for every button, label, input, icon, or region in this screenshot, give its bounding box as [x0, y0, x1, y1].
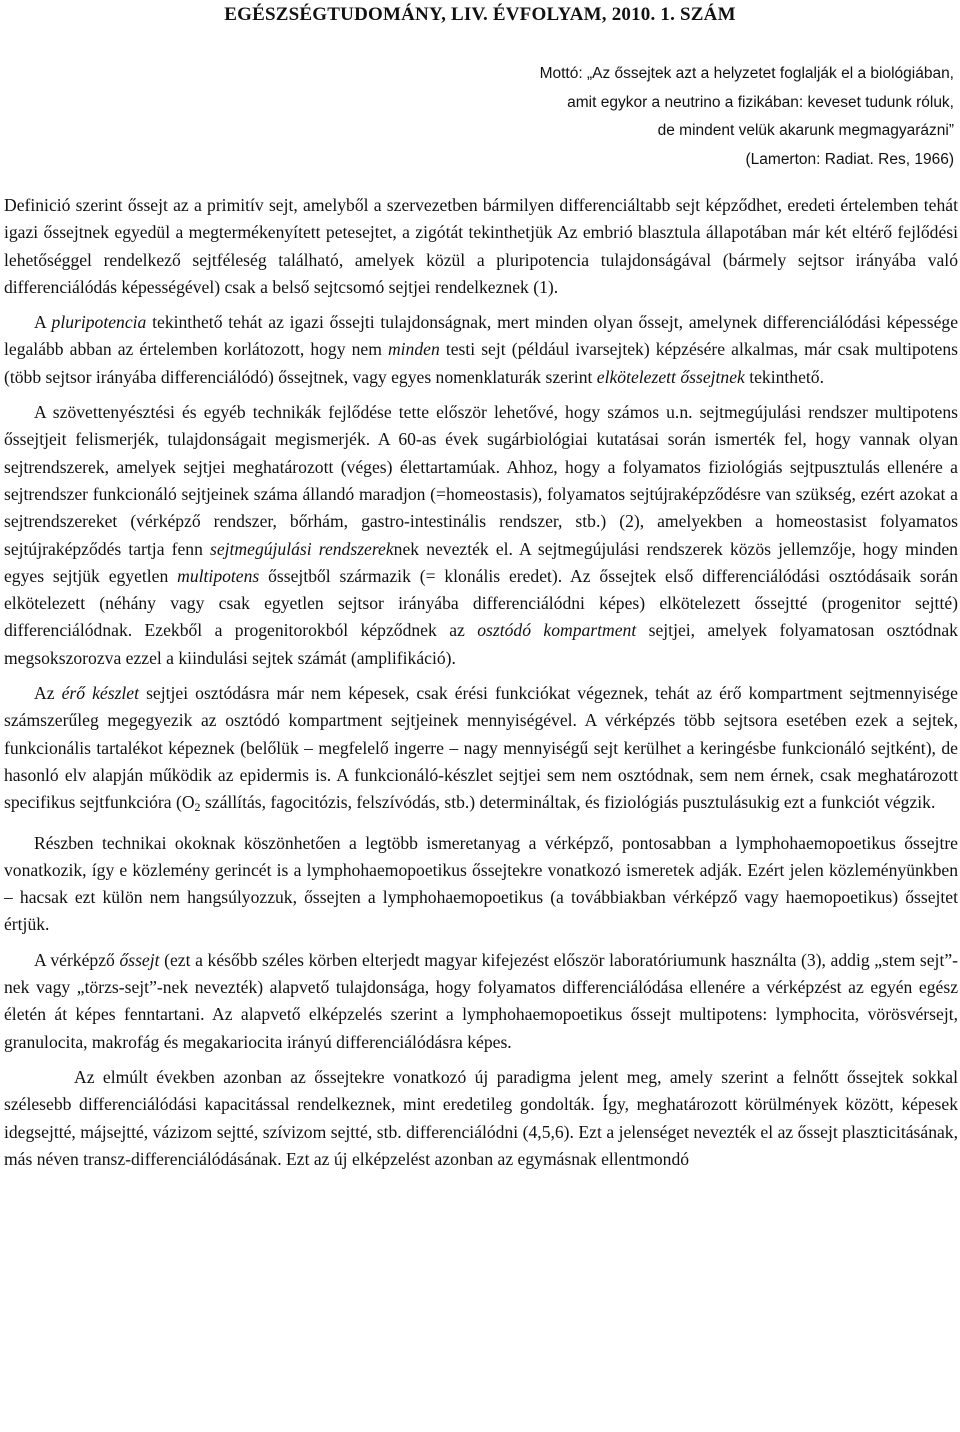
italic-term: multipotens — [177, 565, 260, 586]
text-span: nek nevezték el. A sejtmegújulási rendszerek közös jellemzője, hogy minden egyes sejtjük egyetlen — [4, 538, 958, 586]
text-span: A szövettenyésztési és egyéb technikák fejlődése tette először lehetővé, hogy számos u.n. sejtmegújulási rendszer multipotens őssejtjeit felismerjék, tulajdonságait megismerjék. A 60-as évek sugárbiológiai kutatásai során ismerték fel, hogy vannak olyan sejtrendszerek, amelyek sejtjei meghatározott (véges) élettartamúak. Ahhoz, hogy a folyamatos fiziológiás sejtpusztulás ellenére a sejtrendszer funkcionáló sejtjeinek száma állandó maradjon (=homeostasis), folyamatos sejtújraképződésre van szükség, ezért azokat a sejtrendszereket (vérképző rendszer, bőrhám, gastro-intestinális rendszer, stb.) (2), amelyekben a homeostasist folyamatos sejtújraképződés tartja fenn — [4, 402, 958, 559]
text-span: tekinthető tehát az igazi őssejti tulajdonságnak, mert minden olyan őssejt, amelynek differenciálódási képessége legalább abban az értelemben korlátozott, hogy nem — [4, 312, 958, 360]
italic-term: pluripotencia — [51, 312, 147, 333]
text-span: A — [34, 312, 52, 333]
paragraph-plasticity: Az elmúlt években azonban az őssejtekre vonatkozó új paradigma jelent meg, amely szerint a felnőtt őssejtek sokkal szélesebb differenciálódási kapacitással rendelkeznek, mint eredetileg gondolták. Így, meghatározott körülmények között, képesek idegsejtté, májsejtté, vázizom sejtté, szívizom sejtté, stb. differenciálódni (4,5,6). Ezt a jelenséget nevezték el az őssejt plaszticitásának, más néven transz-differenciálódásának. Ezt az új elképzelést azonban az egymásnak ellentmondó — [4, 1066, 958, 1169]
paragraph-maturing-pool — [4, 680, 958, 821]
motto-attribution: (Lamerton: Radiat. Res, 1966) — [745, 150, 954, 168]
text-span: Az — [34, 683, 62, 704]
article-body — [4, 192, 958, 1173]
text-span: tekinthető. — [744, 366, 824, 387]
italic-term: érő készlet — [61, 683, 140, 704]
text-span: szállítás, fagocitózis, felszívódás, stb.) determináltak, és fiziológiás pusztulásukig ezt a funkciót végzik. — [200, 792, 936, 813]
text-span: (ezt a később széles körben elterjedt magyar kifejezést először laboratóriumunk használta (3), addig „stem sejt”-nek vagy „törzs-sejt”-nek nevezték) alapvető tulajdonsága, hogy folyamatos differenciálódása ellenére a vérképzést az egyén egész életén át képes fenntartani. Az alapvető elképzelés szerint a lymphohaemopoetikus őssejt multipotens: lymphocita, vörösvérsejt, granulocita, makrofág és megakariocita irányú differenciálódásra képes. — [4, 949, 958, 1052]
text-span: sejtjei osztódásra már nem képesek, csak érési funkciókat végeznek, tehát az érő kompartment sejtmennyisége számszerűleg megegyezik az osztódó kompartment sejtjeinek mennyiségével. A vérképzés több sejtsora esetében ezek a sejtek, funkcionális tartalékot képeznek (belőlük – megfelelő ingerre – nagy mennyiségű sejt kerülhet a keringésbe funkcionáló sejtként), de hasonló elv alapján működik az epidermis is. A funkcionáló-készlet sejtjei sem nem osztódnak, sem nem érnek, csak meghatározott specifikus sejtfunkcióra (O — [4, 683, 958, 813]
text-span: testi sejt (például ivarsejtek) képzésére alkalmas, már csak multipotens (több sejtsor irányába differenciálódó) őssejtnek, vagy egyes nomenklaturák szerint — [4, 339, 958, 387]
journal-header: EGÉSZSÉGTUDOMÁNY, LIV. ÉVFOLYAM, 2010. 1. SZÁM — [224, 4, 736, 25]
italic-term: őssejt — [119, 949, 160, 970]
motto-block — [394, 60, 954, 174]
italic-term: sejtmegújulási rendszerek — [210, 538, 394, 559]
motto-line: de mindent velük akarunk megmagyarázni” — [657, 122, 954, 139]
paragraph-haematopoietic-stem-cell — [4, 947, 958, 1056]
motto-line: amit egykor a neutrino a fizikában: keveset tudunk róluk, — [567, 93, 954, 111]
text-span: őssejtből származik (= klonális eredet). Az őssejtek első differenciálódási osztódásaik során elkötelezett (néhány vagy csak egyetlen sejtsor irányába differenciálódni képes) elkötelezett őssejtté (progenitor sejtté) differenciálódnak. Ezekből a progenitorokból képződnek az — [4, 565, 958, 641]
motto-line: Mottó: „Az őssejtek azt a helyzetet foglalják el a biológiában, — [539, 65, 954, 82]
text-span: sejtjei, amelyek folyamatosan osztódnak megsokszorozva ezzel a kiindulási sejtek számát (amplifikáció). — [4, 620, 958, 668]
text-span: A vérképző — [34, 949, 120, 970]
italic-term: osztódó kompartment — [477, 620, 637, 641]
italic-term: elkötelezett őssejtnek — [596, 366, 745, 387]
paragraph-cell-renewal — [4, 399, 958, 672]
italic-term: minden — [387, 339, 440, 360]
subscript: 2 — [194, 800, 201, 815]
paragraph-pluripotency — [4, 309, 958, 391]
paragraph-technical-reasons: Részben technikai okoknak köszönhetően a legtöbb ismeretanyag a vérképző, pontosabban a lymphohaemopoetikus őssejtre vonatkozik, így e közlemény gerincét is a lymphohaemopoetikus őssejtekre vonatkozó ismeretek adják. Ezért jelen közleményünkben – hacsak ezt külön nem hangsúlyozzuk, őssejten a lymphohaemopoetikus (a továbbiakban vérképző vagy haemopoetikus) őssejtet értjük. — [4, 832, 958, 935]
paragraph-definition: Definició szerint őssejt az a primitív sejt, amelyből a szervezetben bármilyen differenciáltabb sejt képződhet, eredeti értelemben tehát igazi őssejtnek egyedül a megtermékenyített petesejtet, a zigótát tekinthetjük Az embrió blasztula állapotában már két eltérő fejlődési lehetőséggel rendelkező sejtféleség található, amelyek közül a pluripotencia tulajdonságával (bármely sejtsor irányába való differenciálódás képességével) csak a belső sejtcsomó sejtjei rendelkeznek (1). — [4, 195, 958, 297]
